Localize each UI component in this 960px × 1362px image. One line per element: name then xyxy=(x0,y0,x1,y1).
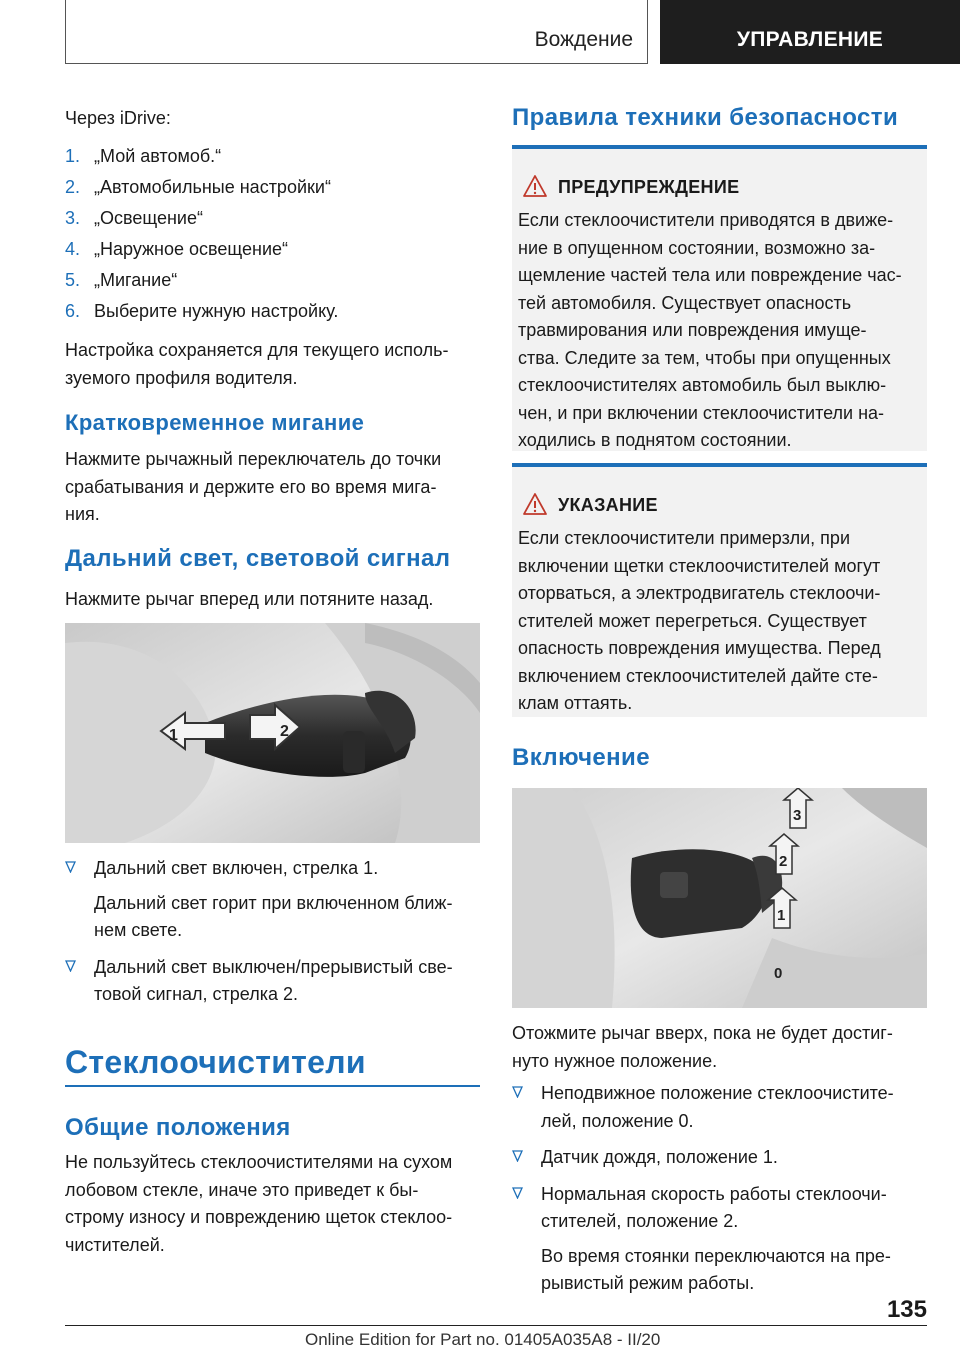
text-line: Настройка сохраняется для текущего исполь- xyxy=(65,340,449,360)
text-line: ния. xyxy=(65,504,100,524)
general-text xyxy=(65,1149,485,1259)
list-item xyxy=(512,1144,927,1172)
text-line: Нормальная скорость работы стеклоочи- xyxy=(541,1183,887,1204)
flash-text xyxy=(65,446,485,529)
text-line: нем свете. xyxy=(94,920,183,940)
step-text: „Наружное освещение“ xyxy=(94,239,289,259)
footer-edition: Online Edition for Part no. 01405A035A8 - II/20 xyxy=(305,1330,661,1349)
text-line: оторваться, а электродвигатель стеклоочи- xyxy=(518,583,881,603)
text-line: лобовом стекле, иначе это приведет к бы- xyxy=(65,1179,419,1200)
text-line: клам оттаять. xyxy=(518,693,633,713)
list-item xyxy=(65,954,480,1009)
list-item xyxy=(512,1181,927,1298)
bullet-triangle-icon xyxy=(512,1150,523,1162)
warning-triangle-icon xyxy=(522,492,548,516)
text-line: Датчик дождя, положение 1. xyxy=(541,1147,778,1167)
header-section-tab xyxy=(65,0,648,64)
highbeam-bullets xyxy=(65,855,480,1009)
step-number: 2. xyxy=(65,177,81,197)
text-line: Дальний свет горит при включенном ближ- xyxy=(94,892,453,913)
arrow-label: 2 xyxy=(280,723,289,740)
position-label: 0 xyxy=(774,965,783,982)
text-line: стеклоочистителях автомобиль был выклю- xyxy=(518,375,887,395)
list-item xyxy=(512,1080,927,1135)
footer-divider xyxy=(65,1325,927,1326)
step-number: 4. xyxy=(65,239,81,259)
text-line: Если стеклоочистители примерзли, при xyxy=(518,528,850,548)
text-line: Нажмите рычажный переключатель до точки xyxy=(65,449,442,469)
step-text: „Мигание“ xyxy=(94,270,178,290)
idrive-steps xyxy=(65,144,485,330)
step-item xyxy=(65,206,485,237)
page-number: 135 xyxy=(886,1296,927,1323)
step-item xyxy=(65,237,485,268)
general-heading: Общие положения xyxy=(65,1114,291,1141)
step-item xyxy=(65,175,485,206)
notice-title: УКАЗАНИЕ xyxy=(558,495,658,515)
text-line: Неподвижное положение стеклоочистите- xyxy=(541,1083,894,1103)
step-number: 1. xyxy=(65,146,81,166)
text-line: Дальний свет выключен/прерывистый све- xyxy=(94,956,453,977)
step-number: 3. xyxy=(65,208,81,228)
text-line: Если стеклоочистители приводятся в движе- xyxy=(518,210,894,230)
warning-box xyxy=(512,145,927,451)
step-item xyxy=(65,144,485,175)
warning-triangle-icon xyxy=(522,174,548,198)
text-line: включении щетки стеклоочистителей могут xyxy=(518,555,881,576)
text-line: строму износу и повреждению щеток стеклоо- xyxy=(65,1207,453,1227)
wiper-lever-illustration xyxy=(512,788,927,1008)
text-line: чистителей. xyxy=(65,1234,165,1255)
highbeam-heading: Дальний свет, световой сигнал xyxy=(65,545,451,572)
text-line: ства. Следите за тем, чтобы при опущенных xyxy=(518,347,891,368)
on-text xyxy=(512,1020,932,1075)
text-line: чен, и при включении стеклоочистители на- xyxy=(518,402,885,423)
bullet-triangle-icon xyxy=(65,960,76,972)
wiper-positions xyxy=(512,1080,927,1298)
step-text: „Мой автомоб.“ xyxy=(94,146,222,166)
text-line: Во время стоянки переключаются на пре- xyxy=(541,1245,891,1266)
position-label: 3 xyxy=(793,807,802,824)
text-line: Отожмите рычаг вверх, пока не будет достиг- xyxy=(512,1023,893,1043)
text-line: товой сигнал, стрелка 2. xyxy=(94,984,299,1004)
wiper-lever-image xyxy=(512,788,927,1008)
text-line: травмирования или повреждения имуще- xyxy=(518,320,867,340)
header-chapter-label: УПРАВЛЕНИЕ xyxy=(736,28,884,51)
warning-text xyxy=(518,207,926,455)
step-item xyxy=(65,299,485,330)
warning-title: ПРЕДУПРЕЖДЕНИЕ xyxy=(558,177,740,197)
text-line: стителей, положение 2. xyxy=(541,1211,739,1231)
step-text: Выберите нужную настройку. xyxy=(94,301,339,321)
bullet-triangle-icon xyxy=(65,861,76,873)
position-label: 2 xyxy=(779,853,788,870)
bullet-triangle-icon xyxy=(512,1187,523,1199)
highbeam-lever-image xyxy=(65,623,480,843)
safety-heading: Правила техники безопасности xyxy=(512,104,899,131)
text-line: нуто нужное положение. xyxy=(512,1050,718,1071)
on-heading: Включение xyxy=(512,744,650,771)
step-text: „Освещение“ xyxy=(94,208,203,228)
text-line: щемление частей тела или повреждение час- xyxy=(518,265,902,285)
text-line: Дальний свет включен, стрелка 1. xyxy=(94,858,379,878)
text-line: ние в опущенном состоянии, возможно за- xyxy=(518,237,876,258)
text-line: опасность повреждения имущества. Перед xyxy=(518,638,881,658)
highbeam-text: Нажмите рычаг вперед или потяните назад. xyxy=(65,589,434,609)
text-line: тей автомобиля. Существует опасность xyxy=(518,292,852,313)
section-divider xyxy=(65,1085,480,1087)
text-line: стителей может перегреться. Существует xyxy=(518,610,867,631)
text-line: Не пользуйтесь стеклоочистителями на сухом xyxy=(65,1152,453,1172)
bullet-triangle-icon xyxy=(512,1086,523,1098)
text-line: лей, положение 0. xyxy=(541,1110,694,1131)
notice-text xyxy=(518,525,926,718)
header-section-label: Вождение xyxy=(534,28,633,51)
text-line: зуемого профиля водителя. xyxy=(65,367,298,388)
list-item xyxy=(65,855,480,945)
text-line: включением стеклоочистителей дайте сте- xyxy=(518,665,878,686)
position-label: 1 xyxy=(777,907,786,924)
text-line: срабатывания и держите его во время мига- xyxy=(65,476,437,497)
step-number: 5. xyxy=(65,270,81,290)
idrive-intro: Через iDrive: xyxy=(65,108,171,128)
profile-save-note xyxy=(65,337,485,392)
step-number: 6. xyxy=(65,301,81,321)
notice-box xyxy=(512,463,927,717)
text-line: ходились в поднятом состоянии. xyxy=(518,430,792,450)
text-line: рывистый режим работы. xyxy=(541,1273,755,1293)
step-item xyxy=(65,268,485,299)
wipers-heading: Стеклоочистители xyxy=(65,1044,366,1080)
step-text: „Автомобильные настройки“ xyxy=(94,177,331,197)
arrow-label: 1 xyxy=(169,727,178,744)
flash-heading: Кратковременное мигание xyxy=(65,410,365,435)
header-chapter-tab xyxy=(660,0,960,64)
highbeam-lever-illustration xyxy=(65,623,480,843)
